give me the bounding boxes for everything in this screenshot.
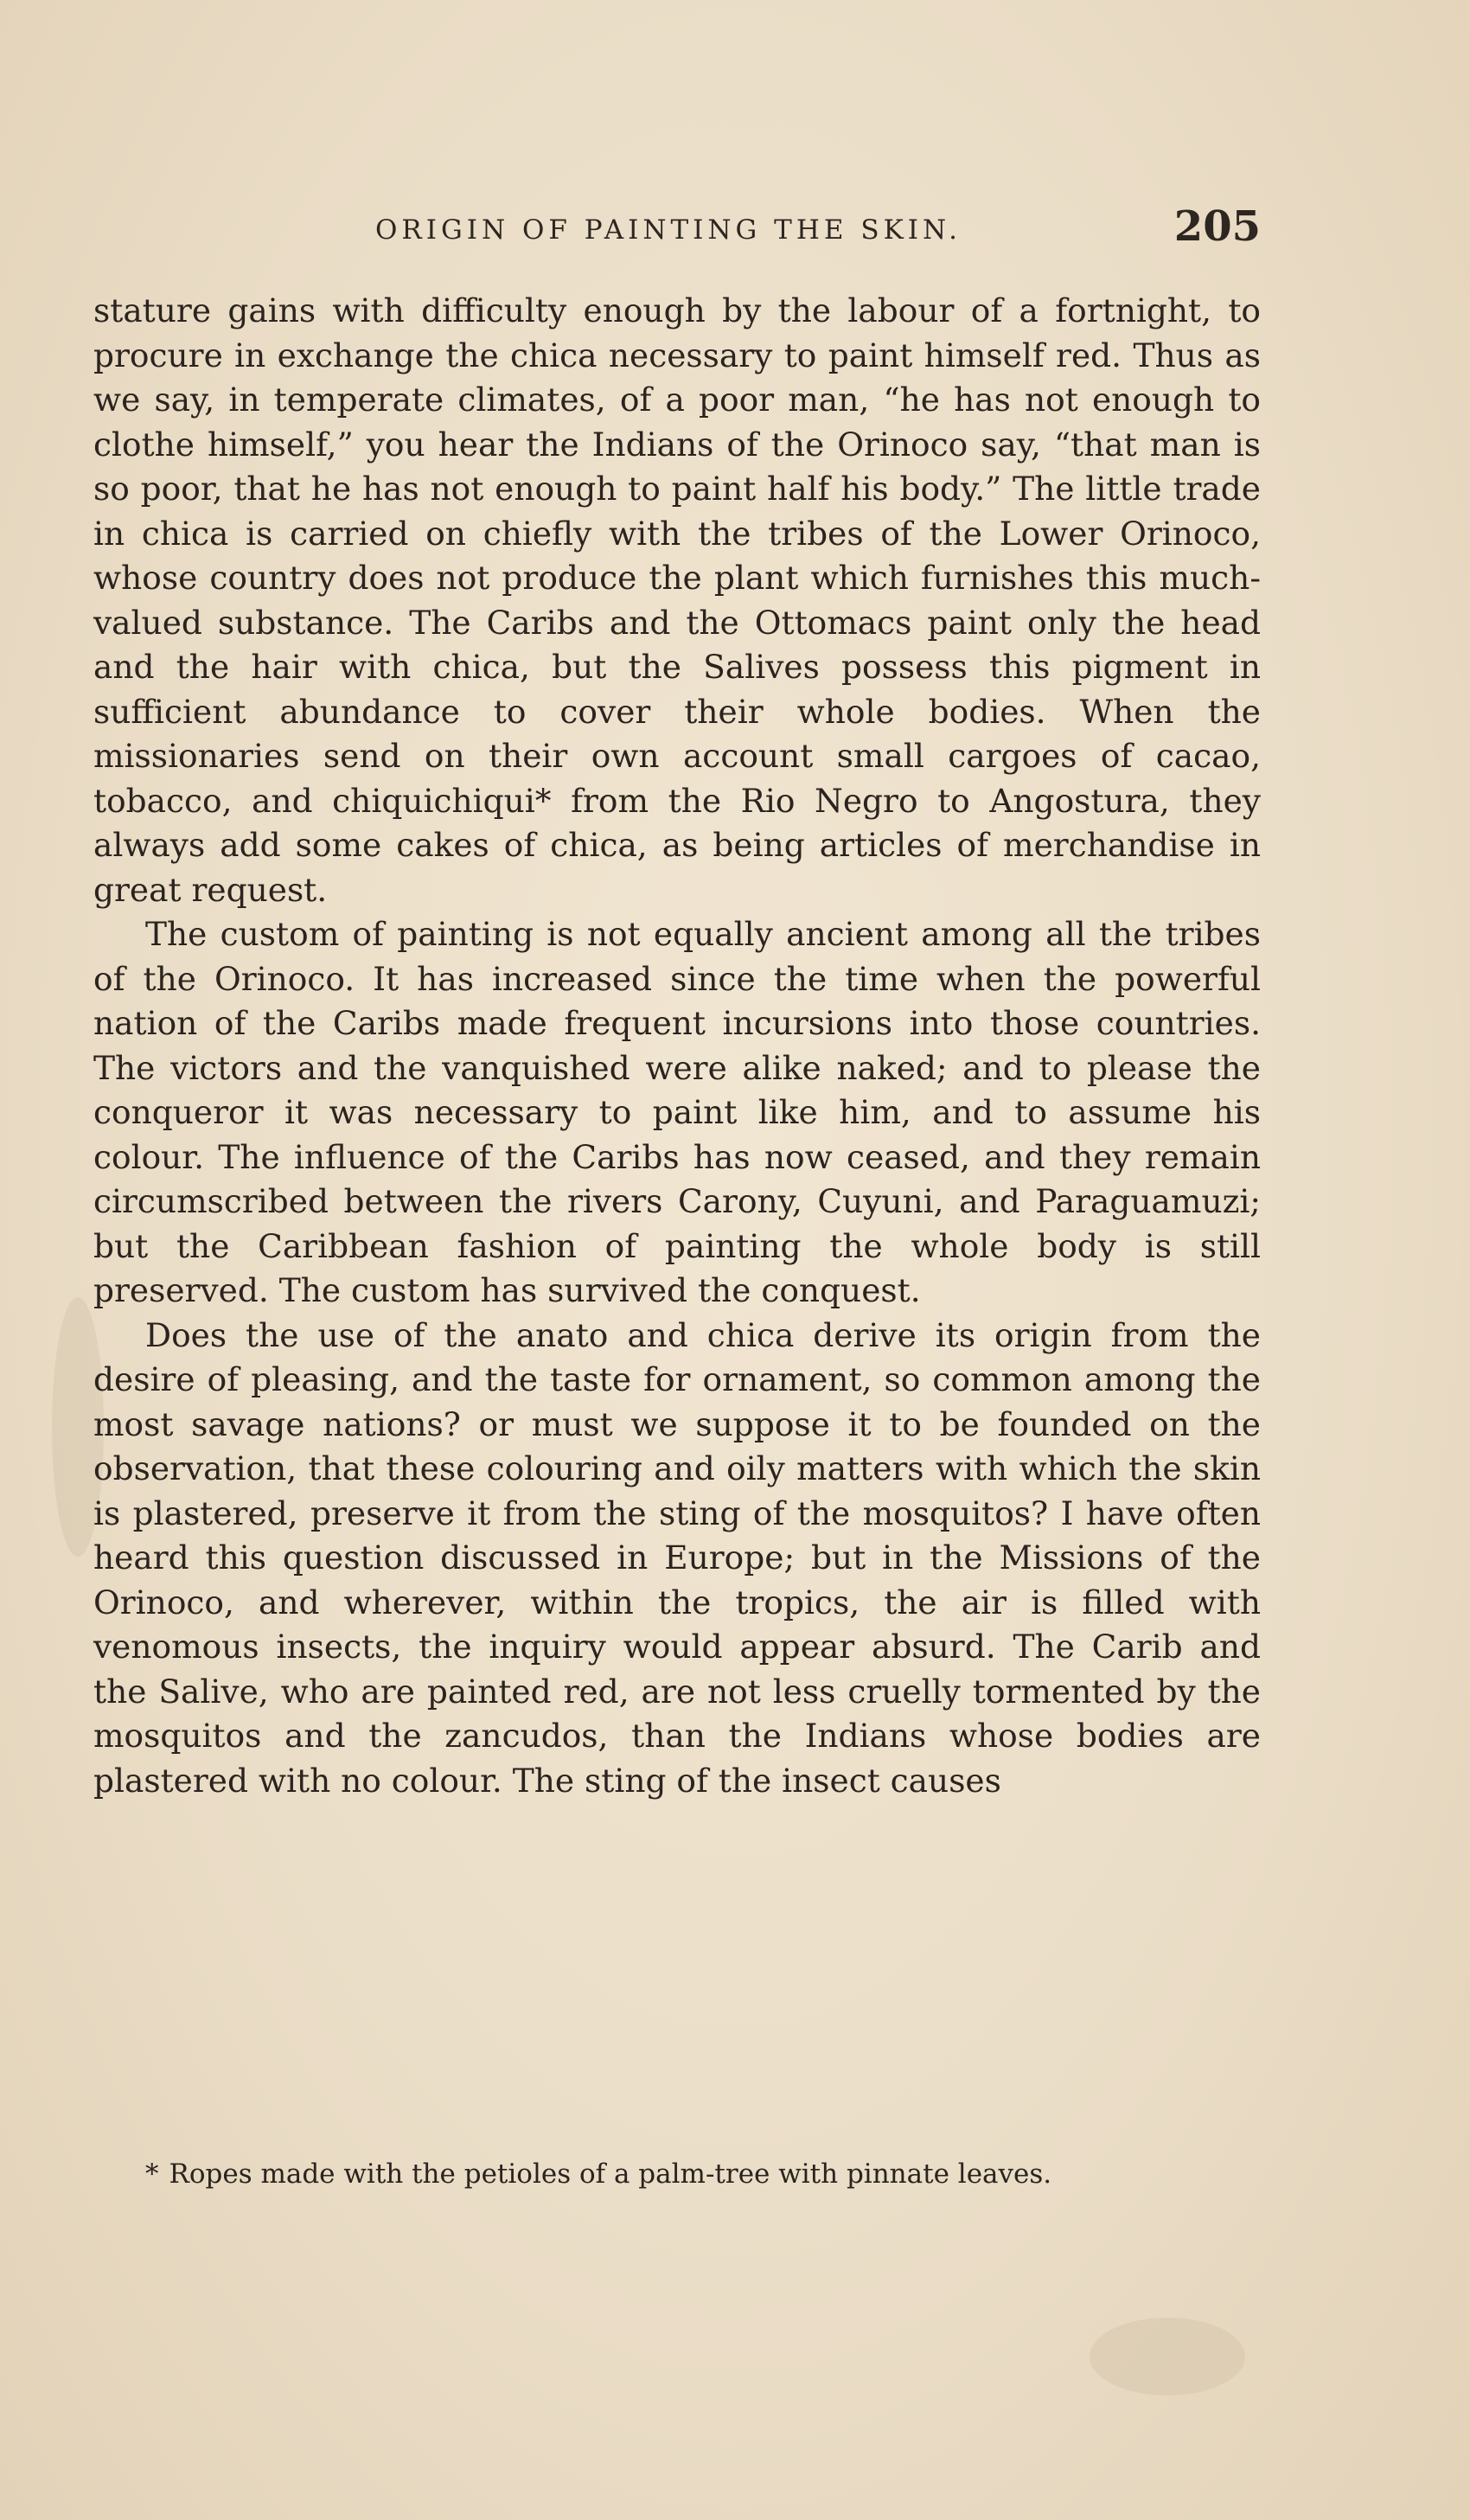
body-text — [93, 289, 1261, 1803]
running-head — [93, 202, 1261, 259]
paragraph: stature gains with difficulty enough by the labour of a fortnight, to procure in exchange the chica necessary to paint himself red. Thus as we say, in temperate climates, of a poor man, “he has not enough to clothe himself,” you hear the Indians of the Orinoco say, “that man is so poor, that he has not enough to paint half his body.” The little trade in chica is carried on chiefly with the tribes of the Lower Orinoco, whose country does not produce the plant which furnishes this much-valued substance. The Caribs and the Ottomacs paint only the head and the hair with chica, but the Salives possess this pigment in sufficient abundance to cover their whole bodies. When the missionaries send on their own account small cargoes of cacao, tobacco, and chiquichiqui* from the Rio Negro to Angostura, they always add some cakes of chica, as being articles of merchandise in great request. — [93, 291, 1261, 909]
paragraph: Does the use of the anato and chica derive its origin from the desire of pleasing, and the taste for ornament, so common among the most savage nations? or must we suppose it to be founded on the observation, that these colouring and oily matters with which the skin is plastered, preserve it from the sting of the mosquitos? I have often heard this question discussed in Europe; but in the Missions of the Orinoco, and wherever, within the tropics, the air is filled with venomous insects, the inquiry would appear absurd. The Carib and the Salive, who are painted red, are not less cruelly tormented by the mosquitos and the zancudos, than the Indians whose bodies are plastered with no colour. The sting of the insect causes — [93, 1315, 1261, 1800]
paragraph: The custom of painting is not equally ancient among all the tribes of the Orinoco. It has increased since the time when the powerful nation of the Caribs made frequent incursions into those countries. The victors and the vanquished were alike naked; and to please the conqueror it was necessary to paint like him, and to assume his colour. The influence of the Caribs has now ceased, and they remain circumscribed between the rivers Carony, Cuyuni, and Paraguamuzi; but the Caribbean fashion of painting the whole body is still preserved. The custom has survived the conquest. — [93, 915, 1261, 1309]
footnote-mark: * — [145, 2159, 159, 2190]
footnote — [145, 2159, 1269, 2190]
footnote-text: Ropes made with the petioles of a palm-tree with pinnate leaves. — [169, 2159, 1052, 2190]
running-title: ORIGIN OF PAINTING THE SKIN. — [374, 214, 962, 246]
paper-stain — [1090, 2318, 1245, 2395]
page-number: 205 — [1173, 202, 1261, 251]
